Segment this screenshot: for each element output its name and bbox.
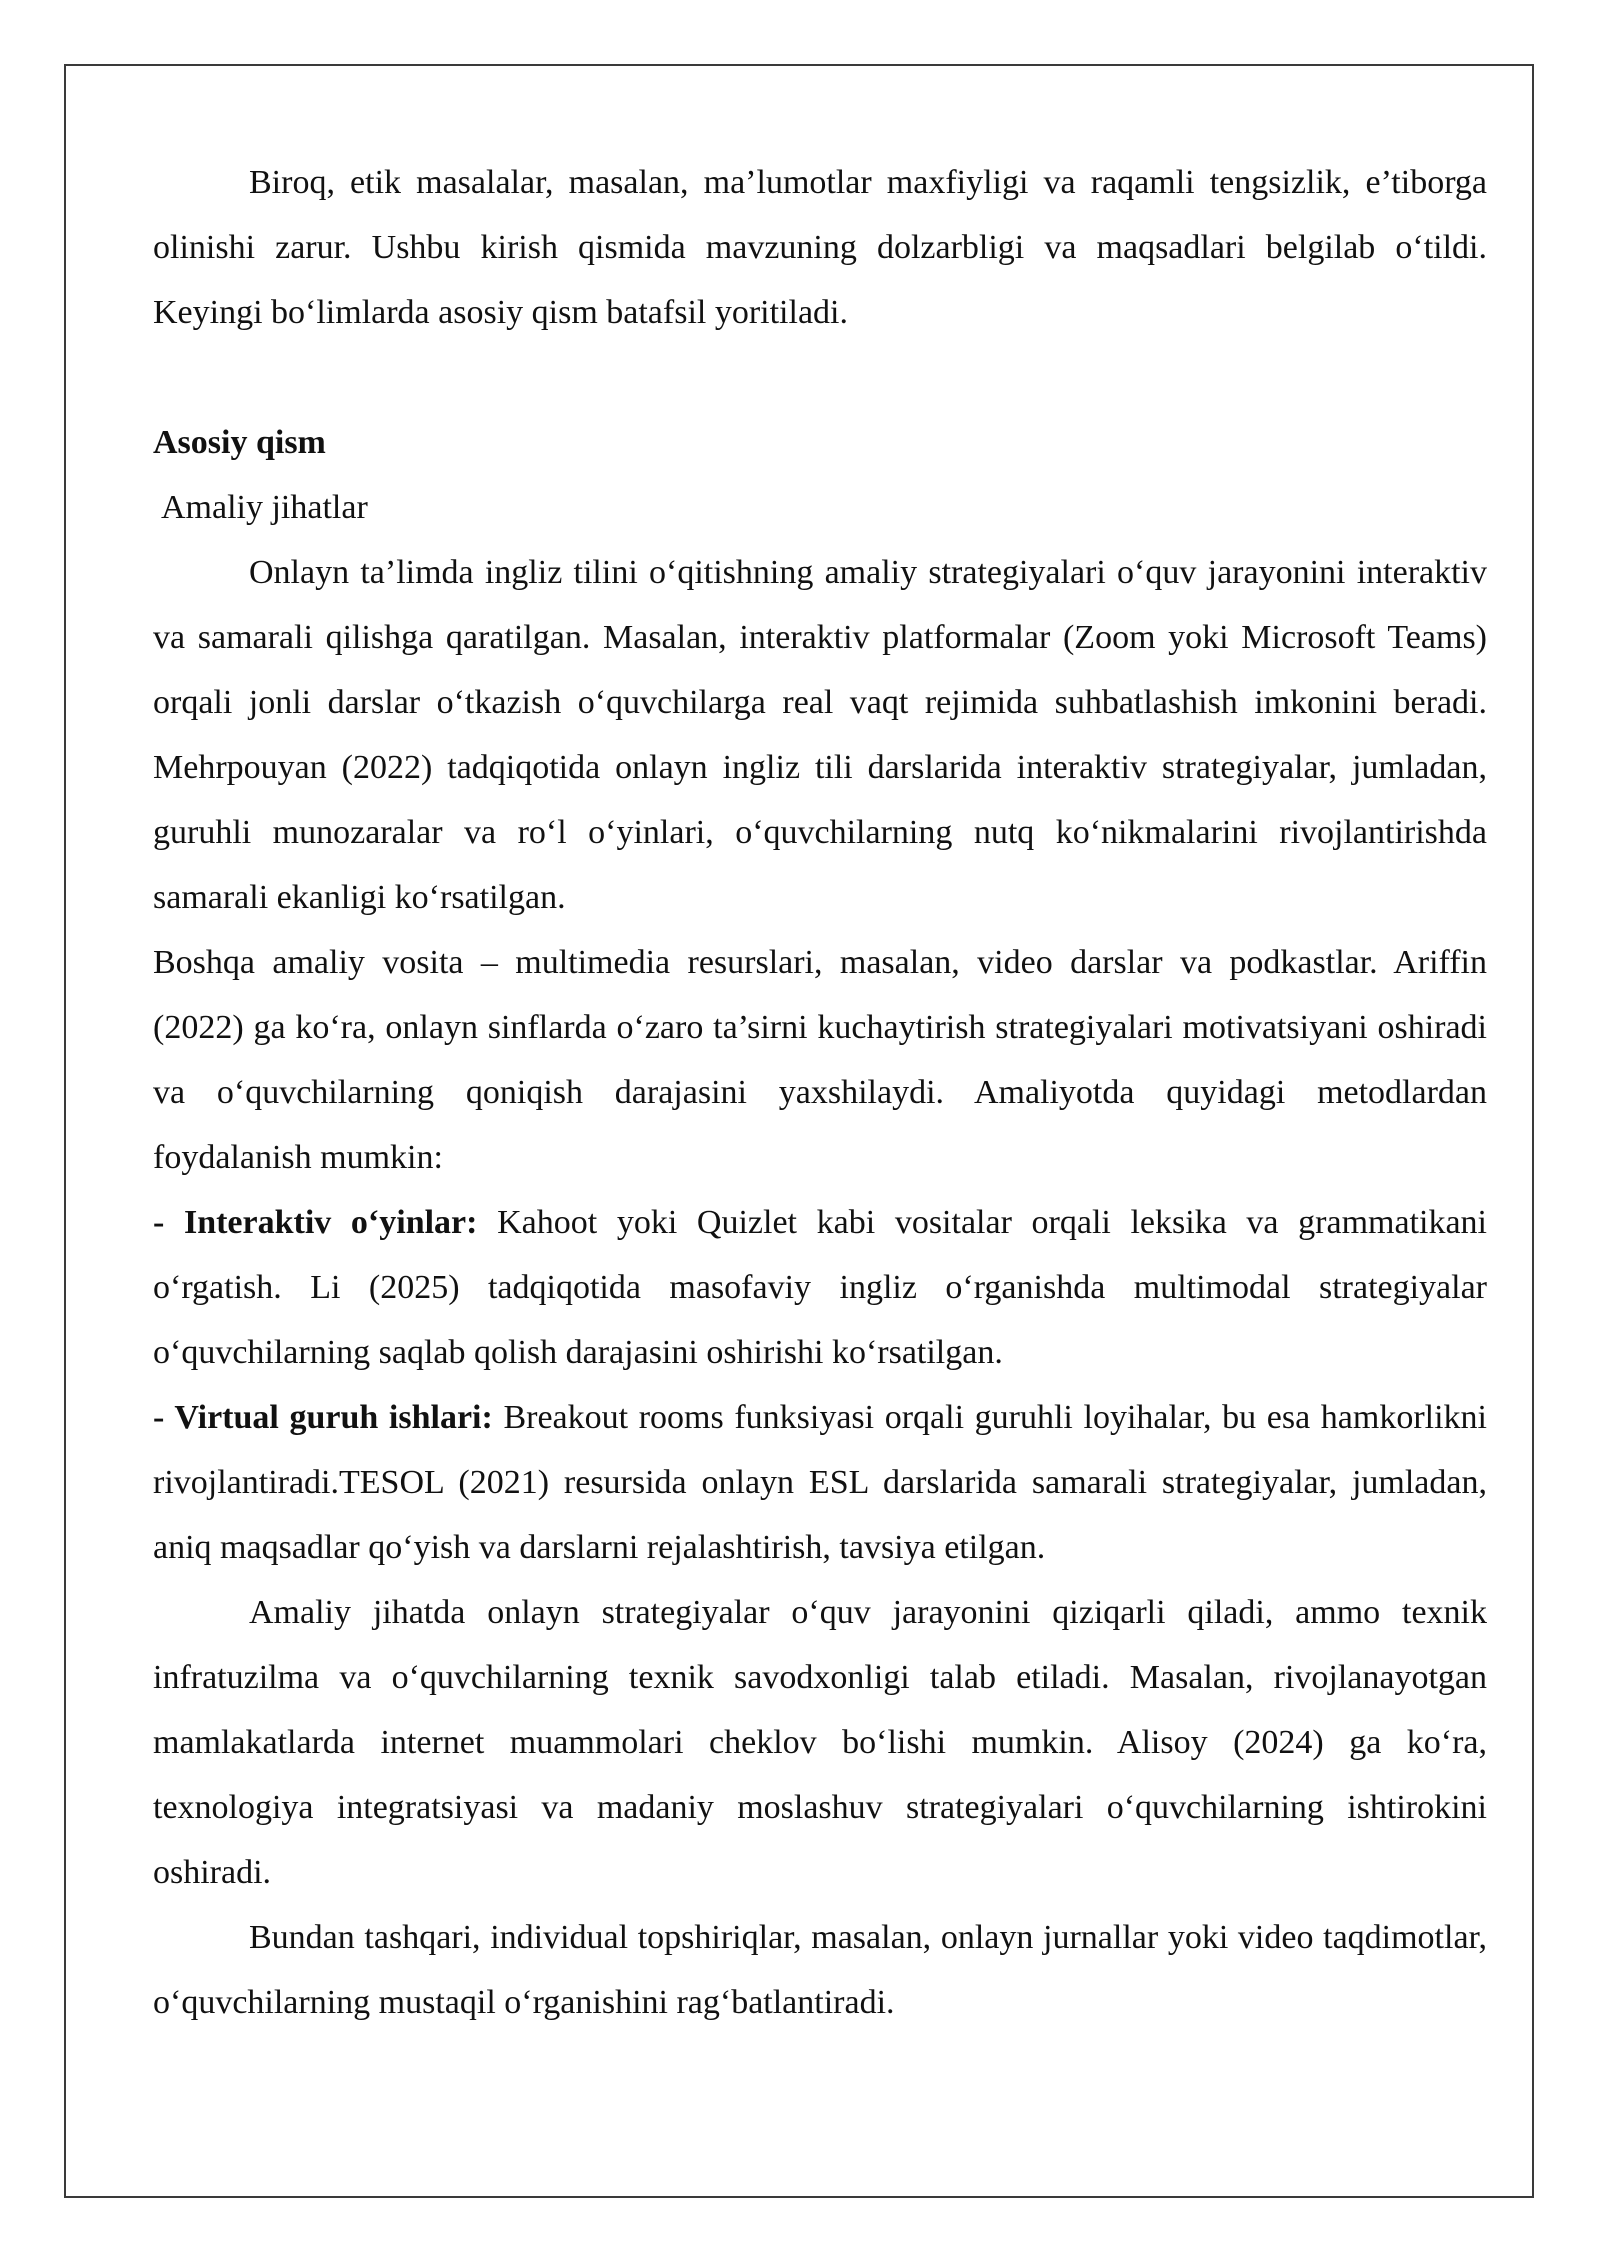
blank-line — [153, 345, 1487, 410]
document-body — [153, 150, 1487, 2035]
paragraph-infrastructure: Amaliy jihatda onlayn strategiyalar o‘quv jarayonini qiziqarli qiladi, ammo texnik infratuzilma va o‘quvchilarning texnik savodxonligi talab etiladi. Masalan, rivojlanayotgan mamlakatlarda internet muammolari cheklov bo‘lishi mumkin. Alisoy (2024) ga ko‘ra, texnologiya integratsiyasi va madaniy moslashuv strategiyalari o‘quvchilarning ishtirokini oshiradi. — [153, 1594, 1487, 1891]
paragraph-multimedia: Boshqa amaliy vosita – multimedia resurslari, masalan, video darslar va podkastlar. Ariffin (2022) ga ko‘ra, onlayn sinflarda o‘zaro ta’sirni kuchaytirish strategiyalari motivatsiyani oshiradi va o‘quvchilarning qoniqish darajasini yaxshilaydi. Amaliyotda quyidagi metodlardan foydalanish mumkin: — [153, 944, 1487, 1176]
section-heading: Asosiy qism — [153, 424, 326, 461]
list-item-groups — [153, 1385, 1487, 1580]
paragraph-individual: Bundan tashqari, individual topshiriqlar, masalan, onlayn jurnallar yoki video taqdimotlar, o‘quvchilarning mustaqil o‘rganishini rag‘batlantiradi. — [153, 1919, 1487, 2021]
list-item-groups-text: Breakout rooms funksiyasi orqali guruhli loyihalar, bu esa hamkorlikni rivojlantiradi.TESOL (2021) resursida onlayn ESL darslarida samarali strategiyalar, jumladan, aniq maqsadlar qo‘yish va darslarni rejalashtirish, tavsiya etilgan. — [153, 1399, 1487, 1566]
paragraph-practical: Onlayn ta’limda ingliz tilini o‘qitishning amaliy strategiyalari o‘quv jarayonini interaktiv va samarali qilishga qaratilgan. Masalan, interaktiv platformalar (Zoom yoki Microsoft Teams) orqali jonli darslar o‘tkazish o‘quvchilarga real vaqt rejimida suhbatlashish imkonini beradi. Mehrpouyan (2022) tadqiqotida onlayn ingliz tili darslarida interaktiv strategiyalar, jumladan, guruhli munozaralar va ro‘l o‘yinlari, o‘quvchilarning nutq ko‘nikmalarini rivojlantirishda samarali ekanligi ko‘rsatilgan. — [153, 554, 1487, 916]
list-item-groups-label: - Virtual guruh ishlari: — [153, 1399, 493, 1436]
subsection-heading: Amaliy jihatlar — [161, 489, 368, 526]
list-item-games-label: - Interaktiv o‘yinlar: — [153, 1204, 478, 1241]
paragraph-intro-end: Biroq, etik masalalar, masalan, ma’lumotlar maxfiyligi va raqamli tengsizlik, e’tiborga olinishi zarur. Ushbu kirish qismida mavzuning dolzarbligi va maqsadlari belgilab o‘tildi. Keyingi bo‘limlarda asosiy qism batafsil yoritiladi. — [153, 164, 1487, 331]
list-item-games-text: Kahoot yoki Quizlet kabi vositalar orqali leksika va grammatikani o‘rgatish. Li (2025) tadqiqotida masofaviy ingliz o‘rganishda multimodal strategiyalar o‘quvchilarning saqlab qolish darajasini oshirishi ko‘rsatilgan. — [153, 1204, 1487, 1371]
list-item-games — [153, 1190, 1487, 1385]
